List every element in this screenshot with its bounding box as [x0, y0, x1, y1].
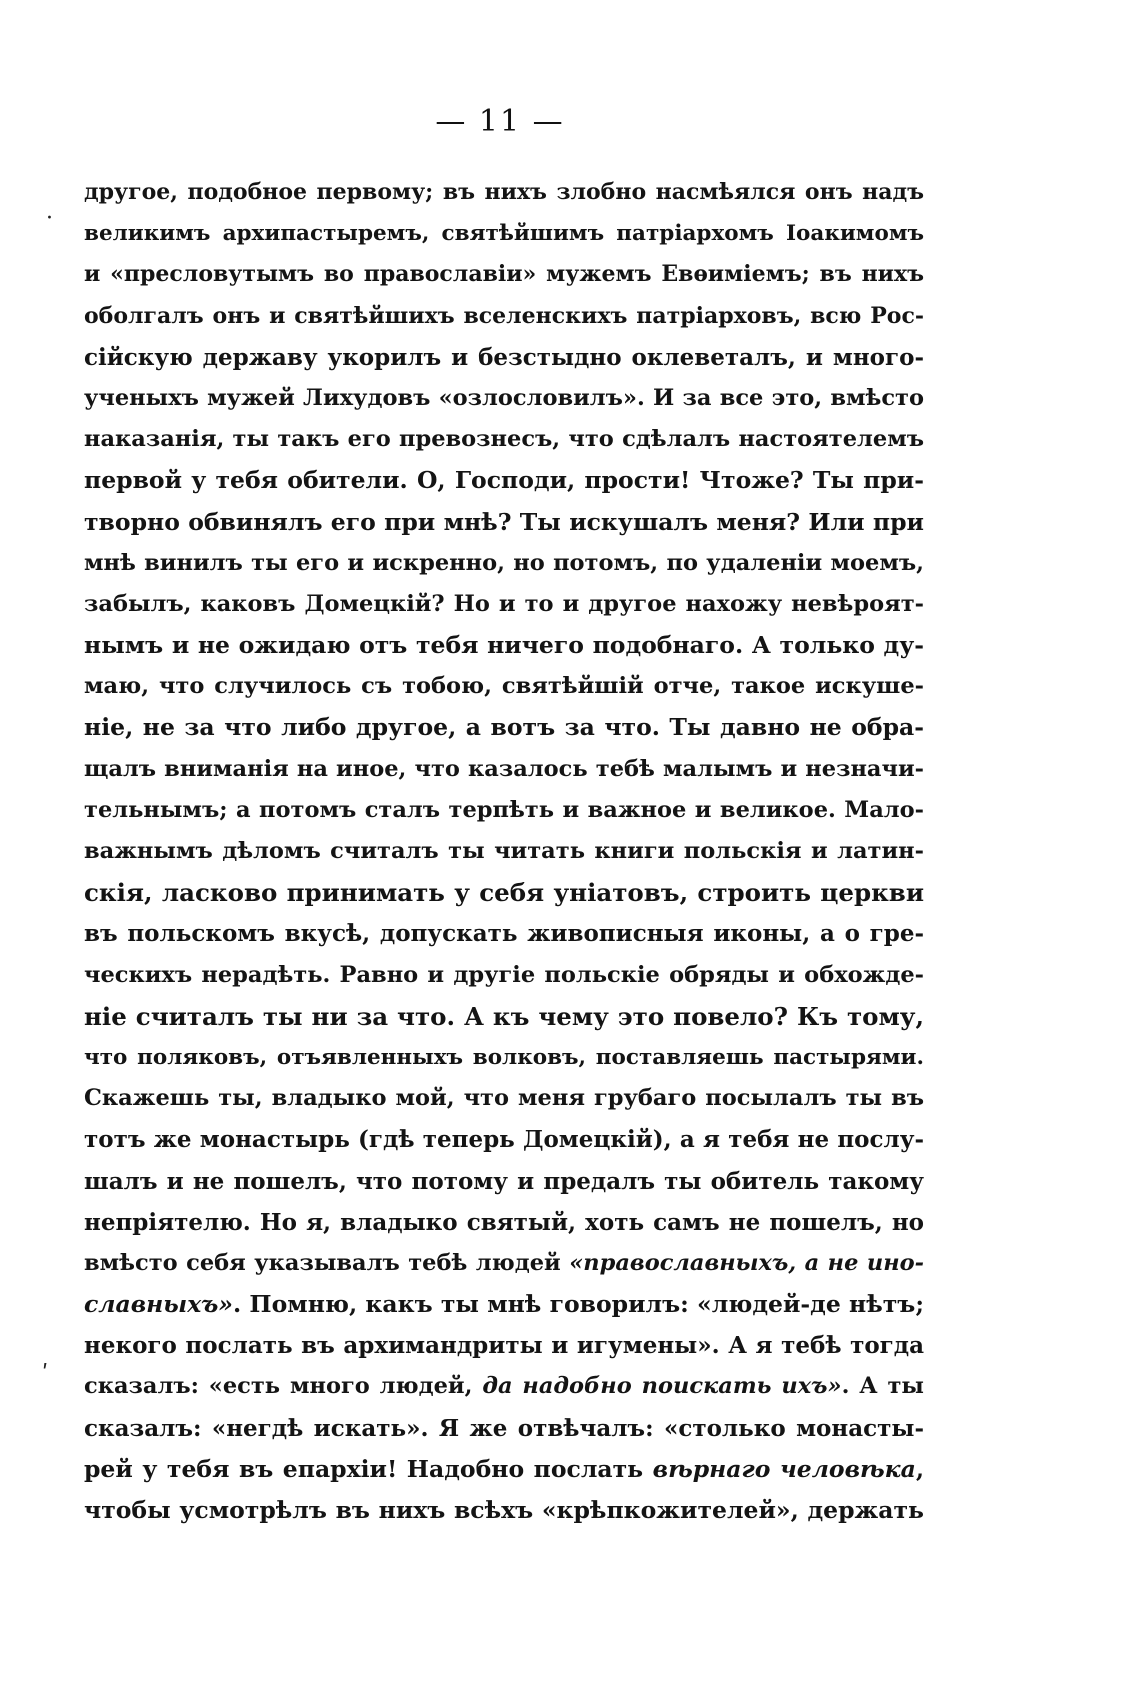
text-line: тельнымъ; а потомъ сталъ терпѣть и важное и великое. Мало- — [84, 796, 924, 823]
text-line: важнымъ дѣломъ считалъ ты читать книги польскія и латин- — [84, 838, 924, 864]
text-line: тотъ же монастырь (гдѣ теперь Домецкій), а я тебя не послу- — [84, 1126, 924, 1154]
text-line: оболгалъ онъ и святѣйшихъ вселенскихъ патріарховъ, всю Рос- — [84, 302, 924, 329]
text-line: мнѣ винилъ ты его и искренно, но потомъ, по удаленіи моемъ, — [84, 549, 924, 576]
body-text — [84, 172, 924, 1531]
text-line: рей у тебя въ епархіи! Надобно послать вѣрнаго человѣка, — [84, 1454, 924, 1483]
italic-phrase: славныхъ» — [84, 1290, 233, 1319]
text-line: шалъ и не пошелъ, что потому и предалъ ты обитель такому — [84, 1167, 924, 1195]
text-line: въ польскомъ вкусѣ, допускать живописныя иконы, а о гре- — [84, 920, 924, 948]
text-line: вмѣсто себя указывалъ тебѣ людей «православныхъ, а не ино- — [84, 1249, 924, 1276]
text-line: сійскую державу укорилъ и безстыдно оклеветалъ, и много- — [84, 343, 924, 371]
text-line: наказанія, ты такъ его превознесъ, что сдѣлалъ настоятелемъ — [84, 426, 924, 453]
text-line: нымъ и не ожидаю отъ тебя ничего подобнаго. А только ду- — [84, 631, 924, 660]
margin-mark: · — [46, 206, 53, 231]
text-line: ученыхъ мужей Лихудовъ «озлословилъ». И за все это, вмѣсто — [84, 384, 924, 411]
text-line: ніе, не за что либо другое, а вотъ за что. Ты давно не обра- — [84, 713, 924, 742]
text-line: некого послать въ архимандриты и игумены». А я тебѣ тогда — [84, 1332, 924, 1360]
text-line: великимъ архипастыремъ, святѣйшимъ патріархомъ Іоакимомъ — [84, 221, 924, 247]
text-line: чтобы усмотрѣлъ въ нихъ всѣхъ «крѣпкожителей», держать — [84, 1496, 924, 1524]
text-line: творно обвинялъ его при мнѣ? Ты искушалъ меня? Или при — [84, 507, 924, 536]
text-line: что поляковъ, отъявленныхъ волковъ, поставляешь пастырями. — [84, 1044, 924, 1070]
text-line: славныхъ». Помню, какъ ты мнѣ говорилъ: «людей-де нѣтъ; — [84, 1290, 924, 1319]
text-line: другое, подобное первому; въ нихъ злобно насмѣялся онъ надъ — [84, 179, 924, 205]
margin-mark: ʹ — [42, 1362, 49, 1387]
text-line: ческихъ нерадѣть. Равно и другіе польскіе обряды и обхожде- — [84, 961, 924, 988]
text-line: и «пресловутымъ во православіи» мужемъ Евѳиміемъ; въ нихъ — [84, 261, 924, 288]
text-line: ніе считалъ ты ни за что. А къ чему это повело? Къ тому, — [84, 1001, 924, 1031]
text-line: непріятелю. Но я, владыко святый, хоть самъ не пошелъ, но — [84, 1208, 924, 1236]
italic-phrase: да надобно поискать ихъ» — [482, 1373, 842, 1400]
text-line: щалъ вниманія на иное, что казалось тебѣ малымъ и незначи- — [84, 755, 924, 782]
text-line: маю, что случилось съ тобою, святѣйшій отче, такое искуше- — [84, 673, 924, 700]
text-line: скія, ласково принимать у себя уніатовъ, строить церкви — [84, 878, 924, 908]
italic-phrase: «православныхъ, а не ино- — [569, 1249, 924, 1276]
page-number: — 11 — — [435, 104, 565, 139]
text-line: Скажешь ты, владыко мой, что меня грубаго посылалъ ты въ — [84, 1085, 924, 1112]
italic-phrase: вѣрнаго человѣка — [652, 1454, 916, 1483]
text-line: сказалъ: «негдѣ искать». Я же отвѣчалъ: «столько монасты- — [84, 1414, 924, 1442]
text-line: первой у тебя обители. О, Господи, прости! Чтоже? Ты при- — [84, 466, 924, 495]
text-line: сказалъ: «есть много людей, да надобно поискать ихъ». А ты — [84, 1373, 924, 1400]
text-line: забылъ, каковъ Домецкій? Но и то и другое нахожу невѣроят- — [84, 590, 924, 617]
